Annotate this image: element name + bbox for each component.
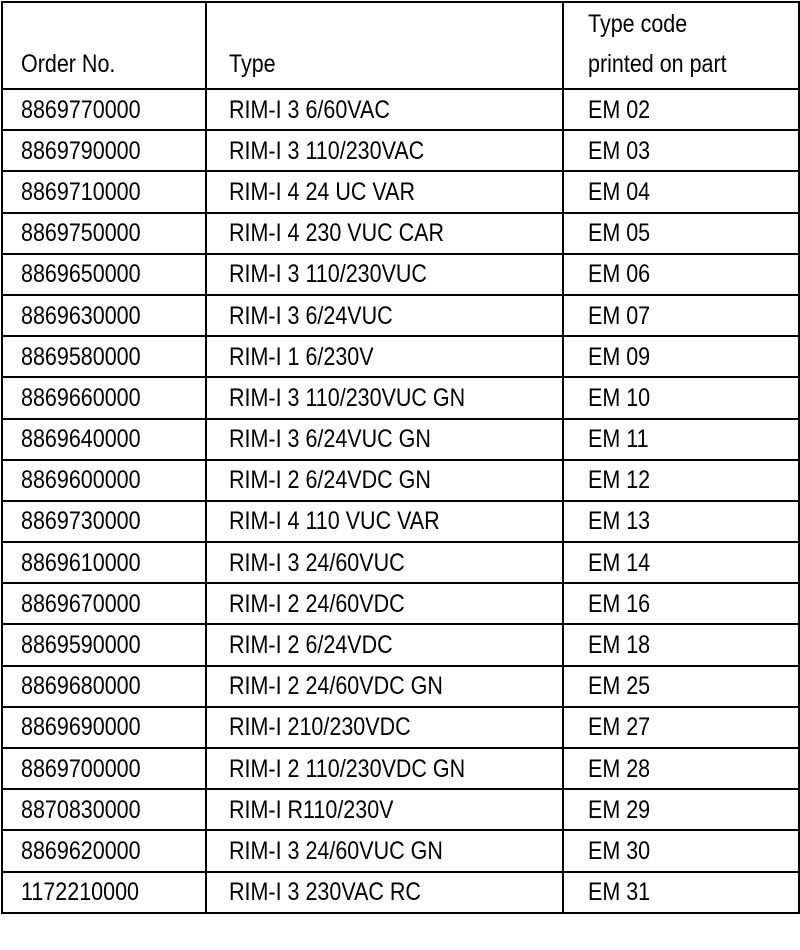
cell-order-no [2, 254, 206, 295]
cell-type [206, 171, 563, 212]
cell-type-code [563, 872, 799, 913]
cell-order-no [2, 501, 206, 542]
cell-type [206, 377, 563, 418]
cell-type [206, 501, 563, 542]
cell-type-text: RIM-I 4 24 UC VAR [229, 177, 415, 206]
table-row [2, 130, 799, 171]
cell-type-code [563, 419, 799, 460]
table-row [2, 419, 799, 460]
cell-type-text: RIM-I 2 110/230VDC GN [229, 754, 466, 783]
cell-type-text: RIM-I 3 6/60VAC [229, 95, 390, 124]
cell-type-text: RIM-I 3 24/60VUC GN [229, 836, 443, 865]
cell-type [206, 789, 563, 830]
cell-type [206, 542, 563, 583]
cell-type-code [563, 583, 799, 624]
cell-order-no-text: 8869660000 [21, 383, 141, 412]
cell-type-text: RIM-I 3 6/24VUC GN [229, 425, 431, 454]
cell-type-code [563, 295, 799, 336]
cell-type-code [563, 254, 799, 295]
cell-type-code-text: EM 09 [588, 342, 651, 371]
table-row [2, 254, 799, 295]
cell-order-no-text: 1172210000 [21, 878, 139, 907]
cell-type-text: RIM-I R110/230V [229, 795, 394, 824]
cell-type-code-text: EM 27 [588, 713, 651, 742]
cell-order-no [2, 460, 206, 501]
cell-order-no-text: 8869690000 [21, 713, 141, 742]
cell-type-text: RIM-I 3 110/230VAC [229, 136, 425, 165]
cell-type-code-text: EM 13 [588, 507, 651, 536]
cell-order-no [2, 295, 206, 336]
cell-type-code-text: EM 16 [588, 589, 651, 618]
cell-type-text: RIM-I 4 230 VUC CAR [229, 219, 445, 248]
cell-type [206, 748, 563, 789]
table-row [2, 624, 799, 665]
cell-type-text: RIM-I 3 6/24VUC [229, 301, 393, 330]
cell-type [206, 830, 563, 871]
cell-type-code-text: EM 04 [588, 177, 651, 206]
table-row [2, 666, 799, 707]
cell-type [206, 583, 563, 624]
cell-type-text: RIM-I 3 24/60VUC [229, 548, 405, 577]
cell-type-code-text: EM 18 [588, 631, 651, 660]
cell-type [206, 130, 563, 171]
cell-type [206, 460, 563, 501]
cell-order-no-text: 8869590000 [21, 631, 141, 660]
header-type-code-line2: printed on part [588, 50, 727, 78]
cell-order-no [2, 377, 206, 418]
cell-type [206, 89, 563, 130]
cell-type-code-text: EM 03 [588, 136, 651, 165]
cell-type-code [563, 624, 799, 665]
cell-type-code-text: EM 28 [588, 754, 651, 783]
table-row [2, 542, 799, 583]
table-row [2, 501, 799, 542]
cell-type-code-text: EM 07 [588, 301, 651, 330]
cell-type-text: RIM-I 210/230VDC [229, 713, 411, 742]
table-row [2, 872, 799, 913]
cell-type-text: RIM-I 3 230VAC RC [229, 878, 421, 907]
cell-type [206, 254, 563, 295]
table-row [2, 377, 799, 418]
table-row [2, 707, 799, 748]
cell-type [206, 213, 563, 254]
cell-order-no [2, 89, 206, 130]
cell-type [206, 872, 563, 913]
cell-order-no-text: 8870830000 [21, 795, 141, 824]
cell-order-no-text: 8869770000 [21, 95, 141, 124]
cell-type-code-text: EM 05 [588, 219, 651, 248]
cell-type-code-text: EM 25 [588, 672, 651, 701]
cell-type-code-text: EM 14 [588, 548, 651, 577]
cell-order-no-text: 8869710000 [21, 177, 141, 206]
cell-order-no [2, 336, 206, 377]
cell-order-no [2, 171, 206, 212]
cell-order-no-text: 8869630000 [21, 301, 141, 330]
table-header-row [2, 2, 799, 89]
cell-type-code-text: EM 11 [588, 425, 649, 454]
cell-type-code [563, 171, 799, 212]
cell-type-code [563, 830, 799, 871]
cell-type-code-text: EM 29 [588, 795, 651, 824]
cell-order-no [2, 748, 206, 789]
cell-type [206, 624, 563, 665]
cell-type-text: RIM-I 1 6/230V [229, 342, 374, 371]
cell-order-no-text: 8869610000 [21, 548, 141, 577]
cell-order-no [2, 130, 206, 171]
cell-order-no [2, 213, 206, 254]
cell-type-text: RIM-I 3 110/230VUC [229, 260, 427, 289]
cell-order-no-text: 8869670000 [21, 589, 141, 618]
cell-type-text: RIM-I 2 6/24VDC GN [229, 466, 431, 495]
table-row [2, 789, 799, 830]
cell-order-no [2, 419, 206, 460]
cell-order-no-text: 8869680000 [21, 672, 141, 701]
cell-type-code-text: EM 30 [588, 836, 651, 865]
cell-type [206, 666, 563, 707]
header-type: Type [206, 2, 563, 89]
table-row [2, 213, 799, 254]
table-row [2, 830, 799, 871]
cell-type-code [563, 460, 799, 501]
cell-type-code-text: EM 31 [588, 878, 651, 907]
cell-type-code [563, 666, 799, 707]
header-type-code [563, 2, 799, 89]
cell-order-no [2, 830, 206, 871]
table-row [2, 748, 799, 789]
cell-type [206, 419, 563, 460]
header-type-code-line1: Type code [588, 10, 688, 38]
table-row [2, 460, 799, 501]
cell-order-no [2, 583, 206, 624]
cell-type-code [563, 789, 799, 830]
cell-order-no [2, 872, 206, 913]
cell-type-text: RIM-I 4 110 VUC VAR [229, 507, 440, 536]
cell-order-no-text: 8869730000 [21, 507, 141, 536]
cell-order-no-text: 8869620000 [21, 836, 141, 865]
cell-order-no-text: 8869750000 [21, 219, 141, 248]
cell-order-no-text: 8869700000 [21, 754, 141, 783]
cell-type-code [563, 501, 799, 542]
table-row [2, 295, 799, 336]
table-row [2, 89, 799, 130]
cell-type-code [563, 748, 799, 789]
cell-type-code [563, 336, 799, 377]
cell-type-code-text: EM 02 [588, 95, 651, 124]
cell-order-no [2, 624, 206, 665]
cell-type-code-text: EM 06 [588, 260, 651, 289]
cell-order-no-text: 8869650000 [21, 260, 141, 289]
cell-type-code-text: EM 10 [588, 383, 651, 412]
order-table [1, 1, 800, 914]
cell-type-code [563, 377, 799, 418]
table-row [2, 171, 799, 212]
cell-order-no [2, 707, 206, 748]
cell-type-text: RIM-I 2 6/24VDC [229, 631, 393, 660]
cell-order-no [2, 789, 206, 830]
cell-type-text: RIM-I 3 110/230VUC GN [229, 383, 466, 412]
header-order-no: Order No. [2, 2, 206, 89]
cell-type [206, 295, 563, 336]
cell-type-text: RIM-I 2 24/60VDC GN [229, 672, 443, 701]
cell-type-code [563, 707, 799, 748]
table-row [2, 336, 799, 377]
cell-type-code [563, 213, 799, 254]
cell-type-code [563, 130, 799, 171]
cell-type-code-text: EM 12 [588, 466, 651, 495]
cell-order-no [2, 666, 206, 707]
cell-order-no [2, 542, 206, 583]
table-row [2, 583, 799, 624]
cell-order-no-text: 8869580000 [21, 342, 141, 371]
cell-type-code [563, 542, 799, 583]
cell-order-no-text: 8869600000 [21, 466, 141, 495]
cell-order-no-text: 8869790000 [21, 136, 141, 165]
cell-order-no-text: 8869640000 [21, 425, 141, 454]
cell-type-text: RIM-I 2 24/60VDC [229, 589, 405, 618]
cell-type-code [563, 89, 799, 130]
cell-type [206, 707, 563, 748]
cell-type [206, 336, 563, 377]
